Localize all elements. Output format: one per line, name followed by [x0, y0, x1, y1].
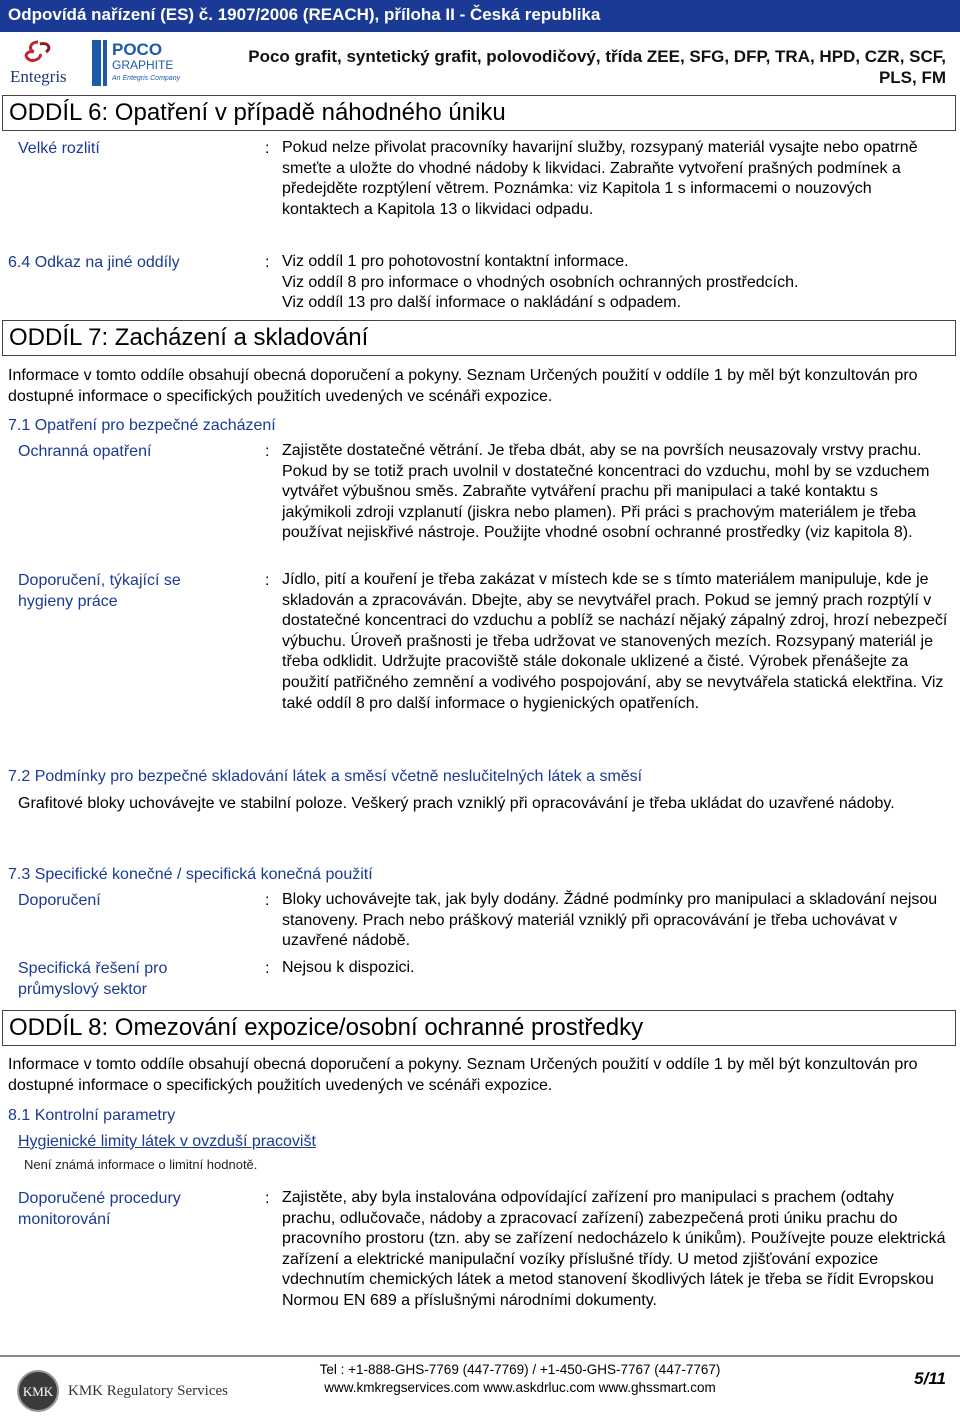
- section-6-heading: [2, 95, 956, 131]
- monitoring-label: Doporučené procedury monitorování: [18, 1190, 181, 1228]
- section-7-intro: Informace v tomto oddíle obsahují obecná doporučení a pokyny. Seznam Určených použití v oddíle 1 by měl být konzultován pro dostupné informace o specifických použitích uvedených ve scénáři expozice.: [8, 367, 918, 405]
- poco-logo-line3: An Entegris Company: [112, 75, 181, 82]
- recommendation-text: Bloky uchovávejte tak, jak byly dodány. Žádné podmínky pro manipulaci a skladování nejsou stanoveny. Prach nebo práškový materiál vzniklý při opracovávání je třeba uchovávat v uzavřené nádobě.: [282, 891, 938, 950]
- ref-line-2: Viz oddíl 8 pro informace o vhodných osobních ochranných prostředcích.: [282, 273, 799, 291]
- colon: :: [265, 960, 270, 977]
- entegris-logo-text: Entegris: [10, 67, 67, 86]
- section-8-intro: Informace v tomto oddíle obsahují obecná doporučení a pokyny. Seznam Určených použití v oddíle 1 by měl být konzultován pro dostupné informace o specifických použitích uvedených ve scénáři expozice.: [8, 1056, 918, 1094]
- colon: :: [265, 443, 270, 460]
- large-spill-label: Velké rozlití: [18, 140, 100, 157]
- phone-numbers: Tel : +1-888-GHS-7769 (447-7769) / +1-450-GHS-7767 (447-7767): [319, 1362, 721, 1377]
- section-6-title: ODDÍL 6: Opatření v případě náhodného úniku: [9, 99, 506, 126]
- no-limits-text: Není známá informace o limitní hodnotě.: [24, 1157, 258, 1172]
- kmk-logo-text: KMK: [22, 1384, 54, 1399]
- ref-line-3: Viz oddíl 13 pro další informace o nakládání s odpadem.: [282, 294, 682, 311]
- industry-solutions-text: Nejsou k dispozici.: [282, 959, 415, 976]
- section-8-1-heading: 8.1 Kontrolní parametry: [8, 1107, 176, 1124]
- company-name: KMK Regulatory Services: [68, 1383, 228, 1399]
- section-7-heading: [2, 320, 956, 356]
- regulation-title: Odpovídá nařízení (ES) č. 1907/2006 (REACH), příloha II - Česká republika: [8, 5, 601, 24]
- entegris-logo: [8, 38, 78, 88]
- industry-solutions-label: Specifická řešení pro průmyslový sektor: [18, 960, 168, 998]
- contact-info: [300, 1361, 740, 1397]
- section-8-title: ODDÍL 8: Omezování expozice/osobní ochranné prostředky: [9, 1014, 644, 1041]
- monitoring-text: Zajistěte, aby byla instalována odpovídající zařízení pro manipulaci s prachem (odtahy prachu, odlučovače, nádoby a zpracovací zařízení) zabezpečená proti úniku prachu do pracovního prostoru (tzn. aby se zařízení nedocházelo k únikům). Používejte pouze elektrická zařízení a elektrické manipulační vozíky příslušné třídy. U metod zjišťování expozice vdechnutím chemických látek a metod stanovení škodlivých látek je třeba se řídit Evropskou Normou EN 689 a příslušnými národními dokumenty.: [282, 1189, 946, 1309]
- exposure-limits-link[interactable]: Hygienické limity látek v ovzduší pracovišt: [18, 1133, 316, 1150]
- websites[interactable]: www.kmkregservices.com www.askdrluc.com www.ghssmart.com: [324, 1380, 716, 1395]
- section-7-3-heading: 7.3 Specifické konečné / specifická konečná použití: [8, 866, 373, 883]
- page-number: 5/11: [914, 1369, 946, 1388]
- ref-line-1: Viz oddíl 1 pro pohotovostní kontaktní informace.: [282, 253, 629, 270]
- poco-graphite-logo: [92, 38, 202, 88]
- large-spill-text: Pokud nelze přivolat pracovníky havarijní služby, rozsypaný materiál vysajte nebo opatrně smeťte a uložte do vhodné nádoby k likvidaci. Zabraňte vytvoření prašných podmínek a předejděte rozptýlení větrem. Poznámka: viz Kapitola 1 s informacemi o nouzových kontaktech a Kapitola 13 o likvidaci odpadu.: [282, 139, 918, 218]
- colon: :: [265, 254, 270, 271]
- colon: :: [265, 572, 270, 589]
- section-7-1-heading: 7.1 Opatření pro bezpečné zacházení: [8, 417, 276, 434]
- recommendation-label: Doporučení: [18, 892, 101, 909]
- colon: :: [265, 140, 270, 157]
- protective-measures-label: Ochranná opatření: [18, 443, 152, 460]
- hygiene-text: Jídlo, pití a kouření je třeba zakázat v místech kde se s tímto materiálem manipuluje, kde je skladován a zpracováván. Dbejte, aby se nevytvářel prach. Pokud se jemný prach rozptýlí v dostatečné koncentraci do vzduchu a poblíž se nachází nějaký zápalný zdroj, hrozí nebezpečí výbuchu. Úroveň prašnosti je třeba udržovat ve stanovených mezích. Rozsypaný materiál je třeba odklidit. Udržujte pracoviště stále dokonale uklizené a čisté. Výrobek přenášejte za použití patřičného zemnění a vodivého pospojování, aby se nevytvářela statická elektřina. Viz také oddíl 8 pro další informace o hygienických opatřeních.: [282, 571, 948, 712]
- storage-text: Grafitové bloky uchovávejte ve stabilní poloze. Veškerý prach vzniklý při opracovávání je třeba ukládat do uzavřené nádoby.: [18, 795, 895, 812]
- poco-logo-line2: GRAPHITE: [112, 58, 174, 72]
- section-7-title: ODDÍL 7: Zacházení a skladování: [9, 324, 369, 351]
- colon: :: [265, 1190, 270, 1207]
- kmk-logo: [16, 1369, 60, 1413]
- product-title: Poco grafit, syntetický grafit, polovodičový, třída ZEE, SFG, DFP, TRA, HPD, CZR, SCF, PLS, FM: [248, 47, 946, 87]
- protective-measures-text: Zajistěte dostatečné větrání. Je třeba dbát, aby se na površích neusazovaly vrstvy prachu. Pokud by se totiž prach uvolnil v dostatečné koncentraci do vzduchu, mohl by se vzduchem vytvářet výbušnou směs. Zabraňte vytváření prachu při manipulaci a také kontaktu s jakýmikoli zdroji vzplanutí (jiskra nebo plamen). Při práci s prachovým materiálem je třeba používat nejiskřivé nástroje. Použijte vhodné osobní ochranné prostředky (viz kapitola 8).: [282, 442, 930, 542]
- section-7-2-heading: 7.2 Podmínky pro bezpečné skladování látek a směsí včetně neslučitelných látek a směsí: [8, 768, 643, 785]
- document-header: [0, 32, 960, 94]
- hygiene-label: Doporučení, týkající se hygieny práce: [18, 572, 181, 610]
- poco-logo-line1: POCO: [112, 40, 163, 59]
- section-6-4-label: 6.4 Odkaz na jiné oddíly: [8, 254, 180, 271]
- section-8-heading: [2, 1010, 956, 1046]
- page-footer: [0, 1355, 960, 1420]
- top-banner: [0, 0, 960, 32]
- colon: :: [265, 892, 270, 909]
